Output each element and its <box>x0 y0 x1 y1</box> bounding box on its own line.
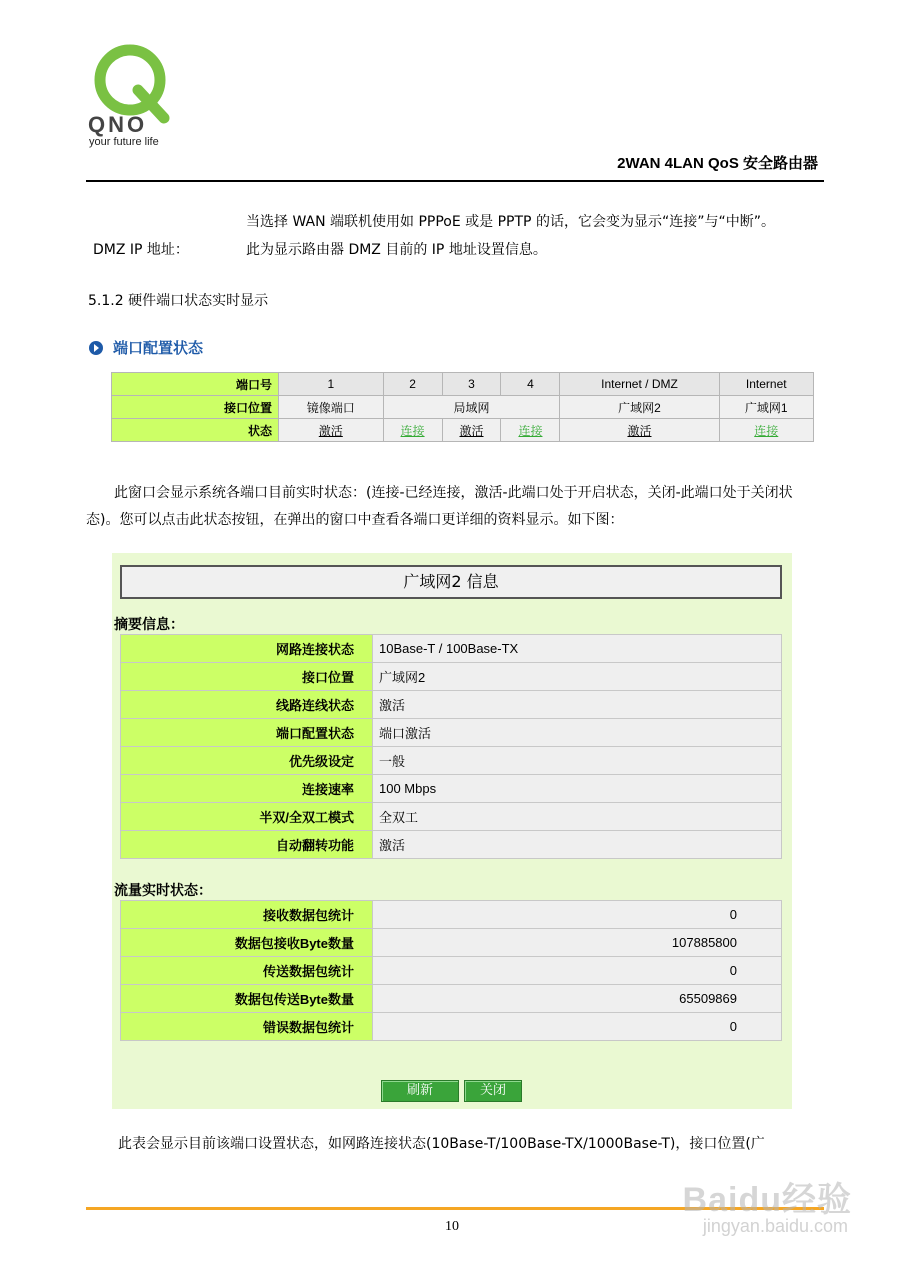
close-button[interactable]: 关闭 <box>464 1080 522 1102</box>
watermark-url: jingyan.baidu.com <box>702 1216 848 1236</box>
summary-key: 端口配置状态 <box>121 719 373 747</box>
port-dmz-status-link[interactable]: 激活 <box>627 423 652 438</box>
summary-heading: 摘要信息： <box>114 617 184 633</box>
table-row <box>121 901 782 929</box>
summary-value: 一般 <box>373 747 782 775</box>
port-number: 4 <box>501 373 560 396</box>
summary-value: 全双工 <box>373 803 782 831</box>
row-label-location: 接口位置 <box>112 396 279 419</box>
port-number: 1 <box>279 373 384 396</box>
summary-key: 连接速率 <box>121 775 373 803</box>
table-row <box>121 929 782 957</box>
dmz-ip-description: 此为显示路由器 DMZ 目前的 IP 地址设置信息。 <box>246 242 547 258</box>
summary-key: 半双/全双工模式 <box>121 803 373 831</box>
traffic-value: 0 <box>373 957 782 985</box>
location-wan1: 广域网1 <box>719 396 813 419</box>
location-wan2: 广域网2 <box>560 396 719 419</box>
traffic-key: 数据包传送Byte数量 <box>121 985 373 1013</box>
table-row <box>121 663 782 691</box>
port-status-explanation: 此窗口会显示系统各端口目前实时状态：(连接-已经连接，激活-此端口处于开启状态，关闭-此端口处于关闭状态)。您可以点击此状态按钮，在弹出的窗口中查看各端口更详细的资料显示。如下图： <box>86 485 793 528</box>
table-row <box>121 691 782 719</box>
traffic-key: 数据包接收Byte数量 <box>121 929 373 957</box>
table-row <box>112 396 814 419</box>
traffic-key: 错误数据包统计 <box>121 1013 373 1041</box>
port-3-status-link[interactable]: 激活 <box>459 423 484 438</box>
summary-key: 优先级设定 <box>121 747 373 775</box>
summary-value: 端口激活 <box>373 719 782 747</box>
logo-wordmark: QNO <box>88 112 148 137</box>
wan-status-note: 当选择 WAN 端联机使用如 PPPoE 或是 PPTP 的话，它会变为显示“连接”与“中断”。 <box>246 214 775 230</box>
location-mirror: 镜像端口 <box>279 396 384 419</box>
summary-value: 激活 <box>373 691 782 719</box>
traffic-heading: 流量实时状态： <box>114 883 212 899</box>
port-status-title: 端口配置状态 <box>113 339 204 357</box>
summary-key: 网路连接状态 <box>121 635 373 663</box>
table-row <box>121 747 782 775</box>
traffic-value: 107885800 <box>373 929 782 957</box>
document-title: 2WAN 4LAN QoS 安全路由器 <box>617 155 818 172</box>
table-row <box>121 985 782 1013</box>
dialog-title: 广域网2 信息 <box>120 565 782 599</box>
traffic-key: 接收数据包统计 <box>121 901 373 929</box>
summary-value: 激活 <box>373 831 782 859</box>
row-label-port: 端口号 <box>112 373 279 396</box>
table-row <box>112 419 814 442</box>
port-number: Internet / DMZ <box>560 373 719 396</box>
arrow-circle-icon <box>89 341 103 355</box>
location-lan: 局域网 <box>383 396 560 419</box>
table-row <box>112 373 814 396</box>
port-internet-status-link[interactable]: 连接 <box>754 423 779 438</box>
port-status-table <box>111 372 814 442</box>
summary-value: 广域网2 <box>373 663 782 691</box>
wan2-info-dialog <box>112 553 792 1109</box>
port-number: 2 <box>383 373 442 396</box>
table-row <box>121 957 782 985</box>
table-row <box>121 803 782 831</box>
port-4-status-link[interactable]: 连接 <box>518 423 543 438</box>
logo-tagline: your future life <box>89 136 159 148</box>
summary-key: 线路连线状态 <box>121 691 373 719</box>
dmz-ip-label: DMZ IP 地址： <box>93 242 189 258</box>
port-2-status-link[interactable]: 连接 <box>400 423 425 438</box>
refresh-button[interactable]: 刷新 <box>381 1080 459 1102</box>
traffic-value: 65509869 <box>373 985 782 1013</box>
table-row <box>121 775 782 803</box>
traffic-value: 0 <box>373 1013 782 1041</box>
port-number: 3 <box>442 373 501 396</box>
traffic-value: 0 <box>373 901 782 929</box>
summary-key: 接口位置 <box>121 663 373 691</box>
port-1-status-link[interactable]: 激活 <box>318 423 343 438</box>
port-number: Internet <box>719 373 813 396</box>
port-status-title-row <box>89 337 203 358</box>
page-number: 10 <box>445 1219 459 1234</box>
table-row <box>121 1013 782 1041</box>
table-row <box>121 719 782 747</box>
traffic-key: 传送数据包统计 <box>121 957 373 985</box>
traffic-table <box>120 900 782 1041</box>
table-row <box>121 831 782 859</box>
section-heading: 5.1.2 硬件端口状态实时显示 <box>88 293 269 309</box>
summary-value: 10Base-T / 100Base-TX <box>373 635 782 663</box>
baidu-watermark: Baidu经验 <box>682 1181 852 1219</box>
table-explanation: 此表会显示目前该端口设置状态，如网路连接状态(10Base-T/100Base-TX/1000Base-T)，接口位置(广 <box>118 1136 765 1152</box>
table-row <box>121 635 782 663</box>
header-divider <box>86 180 824 182</box>
summary-key: 自动翻转功能 <box>121 831 373 859</box>
summary-table <box>120 634 782 859</box>
row-label-status: 状态 <box>112 419 279 442</box>
summary-value: 100 Mbps <box>373 775 782 803</box>
